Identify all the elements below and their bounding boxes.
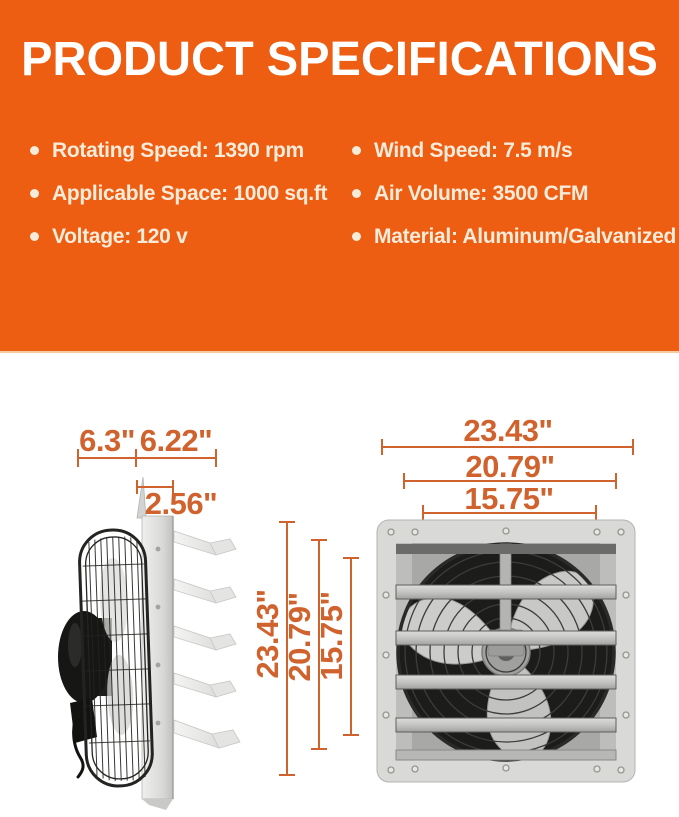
dim-label-height-outer: 23.43" [250, 589, 285, 679]
spec-wind-speed [352, 138, 679, 163]
spec-applicable-space [30, 181, 350, 206]
spec-material [352, 224, 679, 249]
dimension-diagram-svg [0, 353, 679, 812]
dimension-diagram-area [0, 353, 679, 812]
bullet-icon [30, 189, 39, 198]
spec-list-right [352, 138, 679, 267]
dim-label-width-left: 6.3" [79, 423, 135, 458]
spec-text: Material: Aluminum/Galvanized [374, 225, 677, 248]
bullet-icon [30, 232, 39, 241]
dim-label-height-mid: 20.79" [282, 592, 317, 682]
dim-label-height-inner: 15.75" [314, 591, 349, 681]
bullet-icon [352, 146, 361, 155]
spec-text: Wind Speed: 7.5 m/s [374, 139, 573, 162]
dim-label-width-right: 6.22" [139, 423, 213, 458]
bullet-icon [30, 146, 39, 155]
spec-air-volume [352, 181, 679, 206]
bullet-icon [352, 232, 361, 241]
spec-text: Applicable Space: 1000 sq.ft [52, 182, 328, 205]
spec-text: Air Volume: 3500 CFM [374, 182, 589, 205]
bullet-icon [352, 189, 361, 198]
dim-label-front-width-inner: 15.75" [464, 481, 554, 516]
spec-text: Voltage: 120 v [52, 225, 188, 248]
page-title: PRODUCT SPECIFICATIONS [21, 33, 658, 86]
spec-rotating-speed [30, 138, 350, 163]
specs-banner [0, 0, 679, 353]
shutter-louvers-side [174, 531, 240, 748]
dim-label-depth: 2.56" [144, 486, 218, 521]
side-view-illustration [58, 477, 240, 810]
dim-label-front-width-mid: 20.79" [465, 449, 555, 484]
spec-voltage [30, 224, 350, 249]
spec-list-left [30, 138, 350, 267]
spec-text: Rotating Speed: 1390 rpm [52, 139, 304, 162]
dim-label-front-width-outer: 23.43" [463, 413, 553, 448]
front-view-illustration [377, 520, 635, 782]
